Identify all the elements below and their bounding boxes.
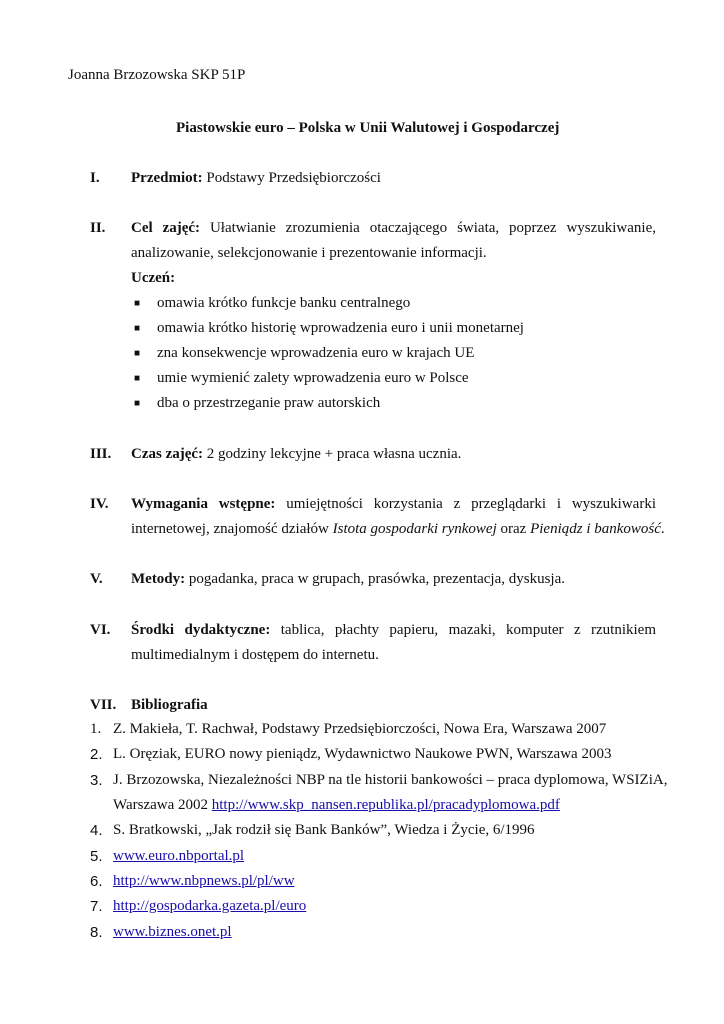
bibliography-heading: Bibliografia: [131, 697, 208, 713]
section-label: Cel zajęć:: [131, 220, 201, 236]
bib-entry: Z. Makieła, T. Rachwał, Podstawy Przedsiębiorczości, Nowa Era, Warszawa 2007: [113, 721, 607, 737]
section-resources-line2: multimedialnym i dostępem do internetu.: [131, 647, 379, 663]
section-number: II.: [90, 220, 106, 236]
section-text: .: [660, 521, 665, 537]
list-item: umie wymienić zalety wprowadzenia euro w Polsce: [157, 370, 469, 386]
section-label: Środki dydaktyczne:: [131, 622, 271, 638]
list-item: omawia krótko historię wprowadzenia euro i unii monetarnej: [157, 320, 524, 336]
bullet-icon: ■: [134, 398, 141, 409]
section-label: Czas zajęć:: [131, 446, 204, 462]
section-text: Ułatwianie zrozumienia otaczającego świata, poprzez wyszukiwanie,: [200, 220, 656, 236]
section-text: internetowej, znajomość działów: [131, 521, 333, 537]
bib-entry: S. Bratkowski, „Jak rodził się Bank Banków”, Wiedza i Życie, 6/1996: [113, 822, 535, 838]
section-text: tablica, płachty papieru, mazaki, komputer z rzutnikiem: [270, 622, 656, 638]
bib-entry: L. Oręziak, EURO nowy pieniądz, Wydawnictwo Naukowe PWN, Warszawa 2003: [113, 746, 612, 762]
bib-number: 3.: [90, 772, 103, 789]
bib-number: 5.: [90, 848, 103, 865]
section-number: I.: [90, 170, 100, 186]
section-subject: [131, 170, 381, 187]
section-text: Podstawy Przedsiębiorczości: [202, 170, 381, 186]
section-text-italic: Pieniądz i bankowość: [530, 521, 661, 537]
document-title: Piastowskie euro – Polska w Unii Walutowej i Gospodarczej: [176, 120, 560, 136]
list-item: dba o przestrzeganie praw autorskich: [157, 395, 381, 411]
section-text: pogadanka, praca w grupach, prasówka, prezentacja, dyskusja.: [185, 571, 565, 587]
list-item: omawia krótko funkcje banku centralnego: [157, 295, 411, 311]
bullet-icon: ■: [134, 373, 141, 384]
bib-number: 8.: [90, 924, 103, 941]
section-number: VI.: [90, 622, 111, 638]
section-methods: [131, 571, 565, 588]
section-number: III.: [90, 446, 112, 462]
section-number: IV.: [90, 496, 109, 512]
bib-text: Warszawa 2002: [113, 797, 212, 813]
bib-link[interactable]: http://www.skp_nansen.republika.pl/pracadyplomowa.pdf: [211, 797, 560, 813]
bib-entry: J. Brzozowska, Niezależności NBP na tle historii bankowości – praca dyplomowa, WSIZiA,: [113, 772, 668, 788]
bullet-icon: ■: [134, 323, 141, 334]
bib-number: 6.: [90, 873, 103, 890]
bib-entry-continued: [113, 797, 560, 814]
bib-link[interactable]: www.euro.nbportal.pl: [113, 848, 245, 864]
section-text: umiejętności korzystania z przeglądarki i wyszukiwarki: [275, 496, 657, 512]
bib-link[interactable]: http://gospodarka.gazeta.pl/euro: [113, 898, 307, 914]
student-heading: Uczeń:: [131, 270, 176, 286]
section-number: V.: [90, 571, 103, 587]
section-time: [131, 446, 461, 463]
section-requirements-line1: [131, 496, 656, 513]
bib-number: 2.: [90, 746, 103, 763]
list-item: zna konsekwencje wprowadzenia euro w krajach UE: [157, 345, 475, 361]
bib-number: 4.: [90, 822, 103, 839]
bullet-icon: ■: [134, 348, 141, 359]
bib-number: 1.: [90, 721, 102, 737]
section-label: Przedmiot:: [131, 170, 203, 186]
section-text-italic: Istota gospodarki rynkowej: [332, 521, 497, 537]
section-label: Wymagania wstępne:: [131, 496, 276, 512]
bullet-icon: ■: [134, 298, 141, 309]
section-resources-line1: [131, 622, 656, 639]
section-goal-line1: [131, 220, 656, 237]
section-goal-line2: analizowanie, selekcjonowanie i prezentowanie informacji.: [131, 245, 487, 261]
section-label: Metody:: [131, 571, 186, 587]
section-number: VII.: [90, 697, 117, 713]
bib-number: 7.: [90, 898, 103, 915]
author-line: Joanna Brzozowska SKP 51P: [68, 67, 246, 83]
section-text: 2 godziny lekcyjne + praca własna ucznia.: [203, 446, 462, 462]
section-text: oraz: [496, 521, 531, 537]
bib-link[interactable]: http://www.nbpnews.pl/pl/ww: [113, 873, 295, 889]
section-requirements-line2: [131, 521, 665, 538]
bib-link[interactable]: www.biznes.onet.pl: [113, 924, 232, 940]
